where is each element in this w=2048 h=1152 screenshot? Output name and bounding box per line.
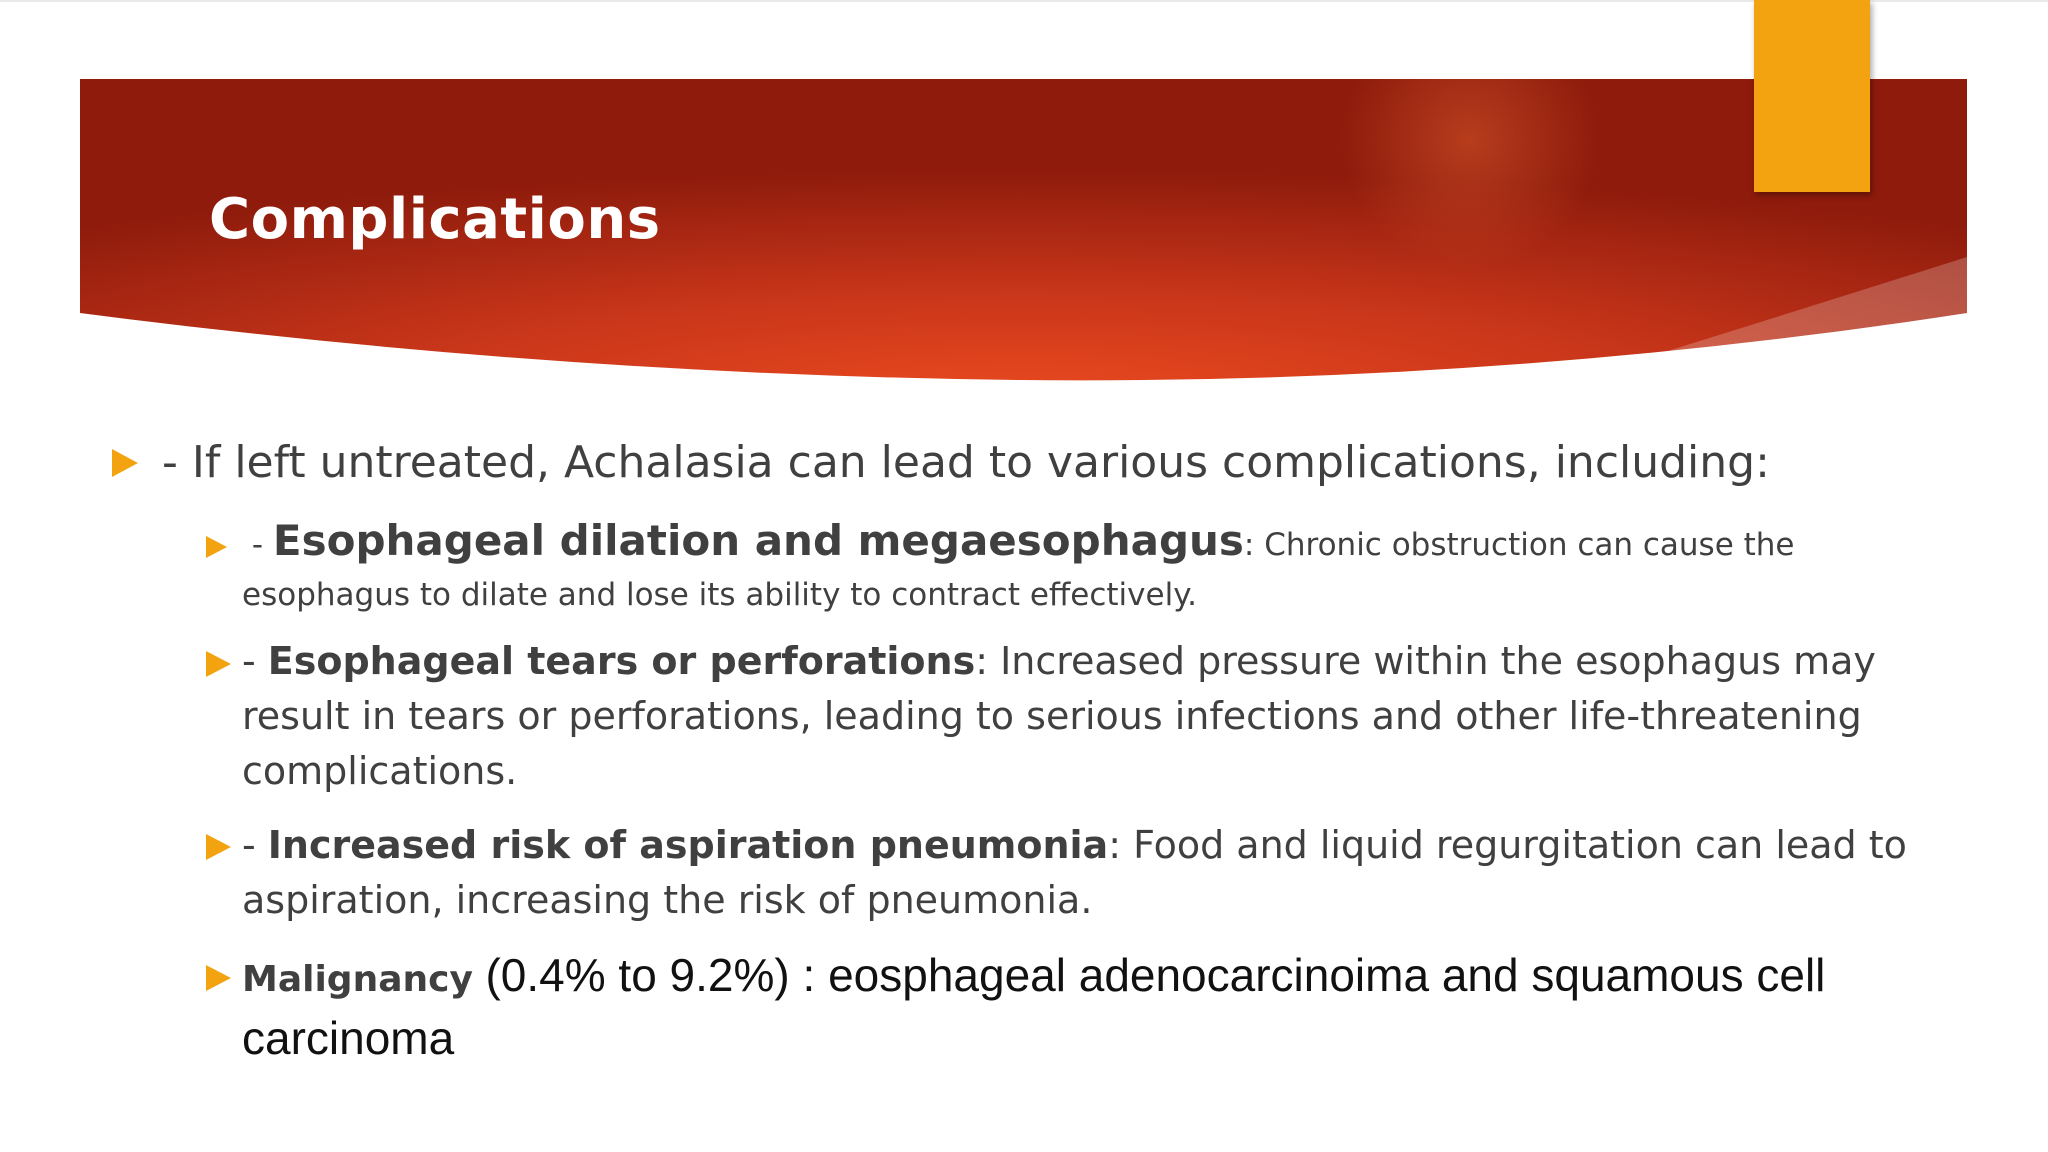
bullet-arrow-icon [206,536,227,558]
item-body: : Food and liquid regurgitation can lead to aspiration, increasing the risk of pneumonia. [242,823,1907,922]
slide-title: Complications [209,187,661,252]
item-heading: Malignancy [242,959,486,1000]
bullet-arrow-icon [112,449,138,477]
item-body: (0.4% to 9.2%) : eosphageal adenocarcinoima and squamous cell carcinoma [242,949,1826,1064]
item-prefix: - [242,823,268,867]
accent-tab [1754,0,1870,192]
complication-item [242,516,1942,620]
complication-item [242,818,1942,928]
item-prefix: - [242,639,268,683]
bullet-arrow-icon [206,965,231,991]
bullet-arrow-icon [206,651,231,677]
item-heading: Esophageal dilation and megaesophagus [272,516,1244,565]
item-body: : Chronic obstruction can cause the esophagus to dilate and lose its ability to contract effectively. [242,527,1795,613]
item-heading: Increased risk of aspiration pneumonia [267,823,1109,867]
item-prefix: - [242,527,273,563]
complication-item [242,946,1942,1067]
complication-item [242,634,1942,799]
intro-text: - If left untreated, Achalasia can lead to various complications, including: [162,437,1770,488]
bullet-arrow-icon [206,834,231,860]
item-heading: Esophageal tears or perforations [267,639,976,683]
item-body: : Increased pressure within the esophagus may result in tears or perforations, leading to serious infections and other life-threatening complications. [242,639,1876,793]
